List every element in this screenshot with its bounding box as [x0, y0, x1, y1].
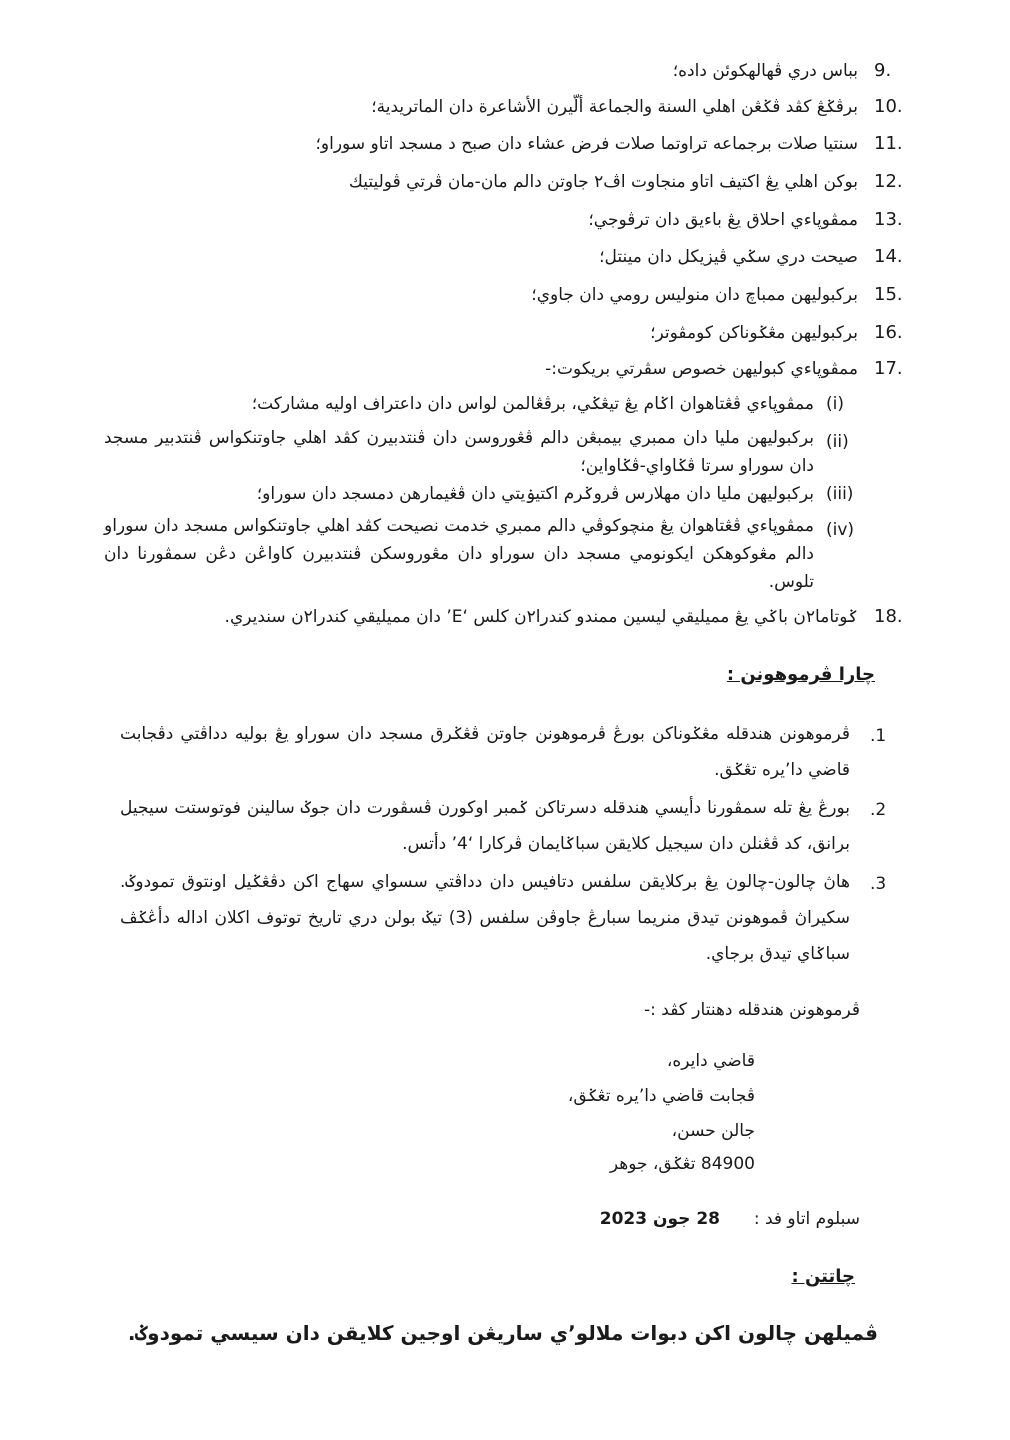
list-item-text: ممڤوڽاءي كبوليهن خصوص سڤرتي بريكوت:- [545, 359, 858, 379]
address-line: 84900 تڠݢق، جوهر [609, 1154, 755, 1174]
sub-item-number: (ii) [826, 432, 849, 452]
list-item-number: 11. [874, 133, 903, 154]
list-item [60, 354, 910, 388]
paragraph-number: .3 [870, 874, 887, 894]
list-item [60, 318, 910, 352]
list-item [60, 242, 910, 276]
list-item-text: بركبوليهن مڠݢوناكن كومڤوتر؛ [650, 323, 858, 343]
sub-list-item [100, 512, 860, 598]
list-item-text: بباس دري ڤهالهكوئن داده؛ [672, 61, 858, 81]
list-item-text: صيحت دري سݢي ڤيزيكل دان مينتل؛ [599, 247, 858, 267]
list-item-number: 15. [874, 284, 903, 305]
list-item-number: 13. [874, 209, 903, 230]
list-item-number: 18. [874, 606, 903, 627]
sub-item-text: ممڤوڽاءي ڤڠتاهوان يڠ منچوكوڤي دالم ممبري خدمت نصيحت كڤد اهلي جاوتنكواس مسجد دان سوراو دالم مڠوكوهكن ايكونومي مسجد دان سوراو دان مڠوروسكن ڤنتدبيرن كاواڠن دڠن سمڤورنا دان تلوس. [104, 516, 814, 592]
list-item [60, 205, 910, 239]
sub-item-text: بركبوليهن مليا دان مهلارس ڤروݢرم اكتيۏيتي دان ڤڠيمارهن دمسجد دان سوراو؛ [256, 484, 814, 504]
list-item [60, 280, 910, 314]
paragraph [120, 790, 900, 866]
list-item-text: برڤݢڠ كڤد ڤݢڠن اهلي السنة والجماعة ألّيرن الأشاعرة دان الماتريدية؛ [371, 97, 858, 117]
paragraph [120, 716, 900, 792]
note-text: ڤميلهن چالون اكن دبوات ملالو٬ي ساريڠن اوجين كلايقن دان سيسي تمودوݢ. [127, 1321, 878, 1345]
paragraph-text: بورڠ يڠ تله سمڤورنا دأيسي هندقله دسرتاكن ݢمبر اوكورن ڤسڤورت دان جوݢ سالينن فوتوستت سيجيل برانق، كد ڤڠنلن دان سيجيل كلايقن سباݢايمان ڤركارا ‘4’ دأتس. [120, 798, 850, 854]
list-item-number: 16. [874, 322, 903, 343]
list-item-text: سنتيا صلات برجماعه تراوتما صلات فرض عشاء دان صبح د مسجد اتاو سوراو؛ [315, 134, 858, 154]
list-item-text: ممڤوڽاءي احلاق يڠ باءيق دان ترڤوجي؛ [588, 210, 858, 230]
sub-list-item [100, 390, 860, 420]
list-item-text: بركبوليهن ممباچ دان منوليس رومي دان جاوي؛ [531, 285, 858, 305]
list-item-text: بوكن اهلي يڠ اكتيف اتاو منجاوت اڤ٢ جاوتن دالم مان-مان ڤرتي ڤوليتيك [348, 172, 858, 192]
note-heading: چاتتن : [791, 1266, 855, 1287]
sub-item-text: بركبوليهن مليا دان ممبري بيمبڠن دالم ڤڠوروسن دان ڤنتدبيرن كڤد اهلي جاوتنكواس ڤنتدبير مسجد دان سوراو سرتا ڤݢاواي-ڤݢاواين؛ [104, 428, 814, 476]
address-line: ڤجابت قاضي دا٬يره تڠݢق، [567, 1086, 755, 1106]
address-line: قاضي دايره، [666, 1051, 755, 1071]
paragraph-text: ڤرموهونن هندقله مڠݢوناكن بورڠ ڤرموهونن جاوتن ڤڠݢرق مسجد دان سوراو يڠ بوليه دداڤتي دڤجابت قاضي دا٬يره تڠݢق. [120, 724, 850, 780]
sub-item-text: ممڤوڽاءي ڤڠتاهوان اݢام يڠ تيڠݢي، برڤڠالمن لواس دان داعتراف اوليه مشاركت؛ [251, 394, 814, 414]
address-line: جالن حسن، [671, 1121, 755, 1141]
list-item-number: 10. [874, 96, 903, 117]
list-item-number: 17. [874, 358, 903, 379]
sub-list-item [100, 480, 860, 510]
list-item [60, 56, 910, 90]
paragraph [120, 864, 900, 976]
list-item-number: 14. [874, 246, 903, 267]
list-item [60, 167, 910, 201]
deadline-date: 28 جون 2023 [599, 1209, 720, 1229]
list-item-number: 12. [874, 171, 903, 192]
paragraph-number: .2 [870, 800, 887, 820]
sub-item-number: (i) [826, 394, 844, 414]
sub-item-number: (iv) [826, 520, 855, 540]
address-intro: ڤرموهونن هندقله دهنتار كڤد :- [644, 1000, 860, 1020]
list-item [60, 602, 910, 636]
sub-item-number: (iii) [826, 484, 854, 504]
list-item [60, 92, 910, 126]
paragraph-number: .1 [870, 726, 887, 746]
list-item [60, 129, 910, 163]
section-heading: چارا ڤرموهونن : [726, 664, 875, 685]
deadline-label: سبلوم اتاو فد : [753, 1209, 860, 1229]
list-item-number: 9. [874, 60, 892, 81]
list-item-text: ݢوتاما٢ن باݢي يڠ مميليقي ليسين ممندو كندرا٢ن كلس ‘E’ دان مميليقي كندرا٢ن سنديري. [224, 607, 858, 627]
paragraph-text: هاڽ چالون-چالون يڠ بركلايقن سلفس دتافيس دان دداڤتي سسواي سهاج اكن دڤڠݢيل اونتوق تمودوݢ. سكيراڽ ڤموهونن تيدق منريما سبارڠ جاوڤن سلفس (3) تيݢ بولن دري تاريخ توتوف اكلان اداله دأڠݢڤ سباݢاي تيدق برجاي. [120, 872, 851, 964]
sub-list-item [100, 424, 860, 482]
